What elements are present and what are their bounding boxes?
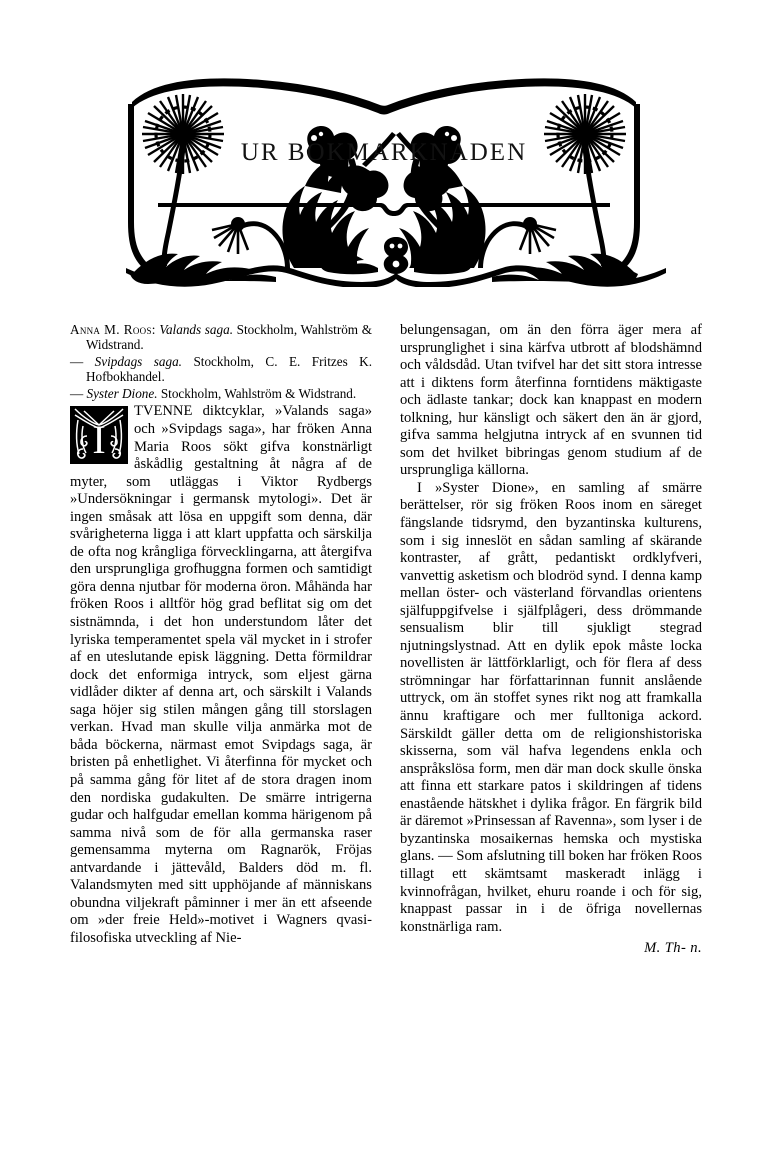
biblio-dash: —: [70, 386, 84, 402]
dandelion-bud-right-small: [478, 217, 556, 268]
page-title: UR BOKMARKNADEN: [240, 139, 528, 166]
biblio-entry: [70, 322, 372, 352]
biblio-work-title: Valands saga.: [159, 322, 234, 337]
biblio-imprint: Stockholm, Wahlström & Widstrand.: [157, 386, 357, 402]
author-signature: M. Th- n.: [644, 940, 702, 957]
biblio-author: Anna M. Roos:: [70, 322, 156, 337]
article-columns: [70, 322, 702, 1067]
biblio-entry: [70, 354, 372, 384]
biblio-entry: [70, 386, 372, 401]
article-paragraph-opening: [70, 403, 372, 947]
biblio-imprint: Stockholm, Wahlström & Widstrand.: [86, 322, 372, 353]
dandelion-art-nouveau-frame-svg: [62, 72, 706, 287]
biblio-dash: —: [70, 354, 84, 370]
dandelion-seedhead-right: [544, 94, 626, 266]
drop-cap-svg: [70, 406, 128, 464]
drop-cap-letter: I: [92, 417, 106, 463]
dandelion-bud-left-small: [212, 217, 290, 268]
drop-cap-ornament: [70, 406, 128, 464]
article-paragraph-continued: belungensagan, om än den förra äger mera af ursprunglighet i sina kärfva utbrott af blodshämnd och våldsdåd. Utan tvifvel har det sitt stora intresse att i diktens form återfinna forntidens mäktigaste och ädlaste tankar; dock kan knappast en modern tolkning, hur känsligt och säkert den än är gjord, gifva samma helgjutna intryck af en svunnen tid som det hvilket bibringas genom studium af de ursprungliga källorna.: [400, 322, 702, 479]
header-ornament: [62, 72, 706, 287]
biblio-work-title: Syster Dione.: [86, 386, 158, 402]
article-paragraph-two: I »Syster Dione», en samling af smärre berättelser, rör sig fröken Roos inom en säreget fängslande tidsrymd, den byzantinska kulturens, som i sig inneslöt en sådan samling af skärande kontraster, af grått, pedantiskt ordklyfveri, vanvettig asketism och blodröd synd. I denna kamp mellan öster- och västerland förvandlas orientens själfuppgifvelse i själfplågeri, dess drömmande sensualism blir till sjukligt stegrad njutningslystnad. Att en dylik epok måste locka novellisten är lättförklarligt, och för flera af dess strömningar har författarinnan funnit anslående uttryck, om än stoffet synes rikt nog att framkalla ännu kraftigare och mer fulltoniga ackord. Särskildt gäller detta om de religionshistoriska skisserna, som väl hafva legendens enkla och anspråkslösa form, men där man dock skulle önska att finna ett starkare patos i skildringen af tidens enastående hätskhet i dylika frågor. En färgrik bild är däremot »Prinsessan af Ravenna», som lyser i de byzantinska mosaikernas hemska och mystiska glans. — Som afslutning till boken har fröken Roos tillagt ett skämtsamt maskeradt inlägg i kvinnofrågan, hvilket, ehuru roande i och för sig, knappast passar in i de öfriga novellernas konstnärliga ram.: [400, 479, 702, 935]
biblio-imprint: Stockholm, C. E. Fritzes K. Hofbokhandel.: [86, 354, 372, 385]
article-text-opening: TVENNE diktcyklar, »Valands saga» och »Svipdags saga», har fröken Anna Maria Roos sökt gifva konstnärligt åskådlig gestaltning åt några af de myter, som utläggas i Viktor Rydbergs »Undersökningar i germansk mytologi». Det är ingen småsak att lösa en uppgift som denna, där svårigheterna ligga i att klart uppfatta och särskilja de ofta nog krångliga förvecklingarna, att återgifva den ursprungliga grofhuggna formen och samtidigt göra denna njutbar för moderna öron. Måhända har fröken Roos i alltför hög grad beflitat sig om det sistnämnda, i det hon understundom låter det lyriska temperamentet spela väl mycket in i strofer af en uteslutande episk läggning. Detta förmildrar dock det enformiga intryck, som eljest gärna vidlåder dikter af denna art, och särskilt i Valands saga höjer sig stilen mången gång till storslagen verkan. Hvad man skulle vilja anmärka mot de båda böckerna, närmast emot Svipdags saga, är bristen på enhetlighet. Vi återfinna för mycket och på samma gång för litet af de stora dragen inom den nordiska gudakulten. De smärre intrigerna gudar och halfgudar emellan komma härigenom på samma nivå som de för alla germanska raser gemensamma myterna om Ragnarök, Fröjas antvardande i jättevåld, Balders död m. fl. Valandsmyten med sitt upphöjande af människans obundna viljekraft påminner i mer än ett afseende om »der freie Held»-motivet i Wagners qvasi-filosofiska utveckling af Nie-: [70, 403, 372, 946]
column-right: [400, 322, 702, 1067]
column-left: [70, 322, 372, 1067]
biblio-work-title: Svipdags saga.: [94, 354, 182, 370]
dandelion-seedhead-left: [142, 94, 224, 266]
